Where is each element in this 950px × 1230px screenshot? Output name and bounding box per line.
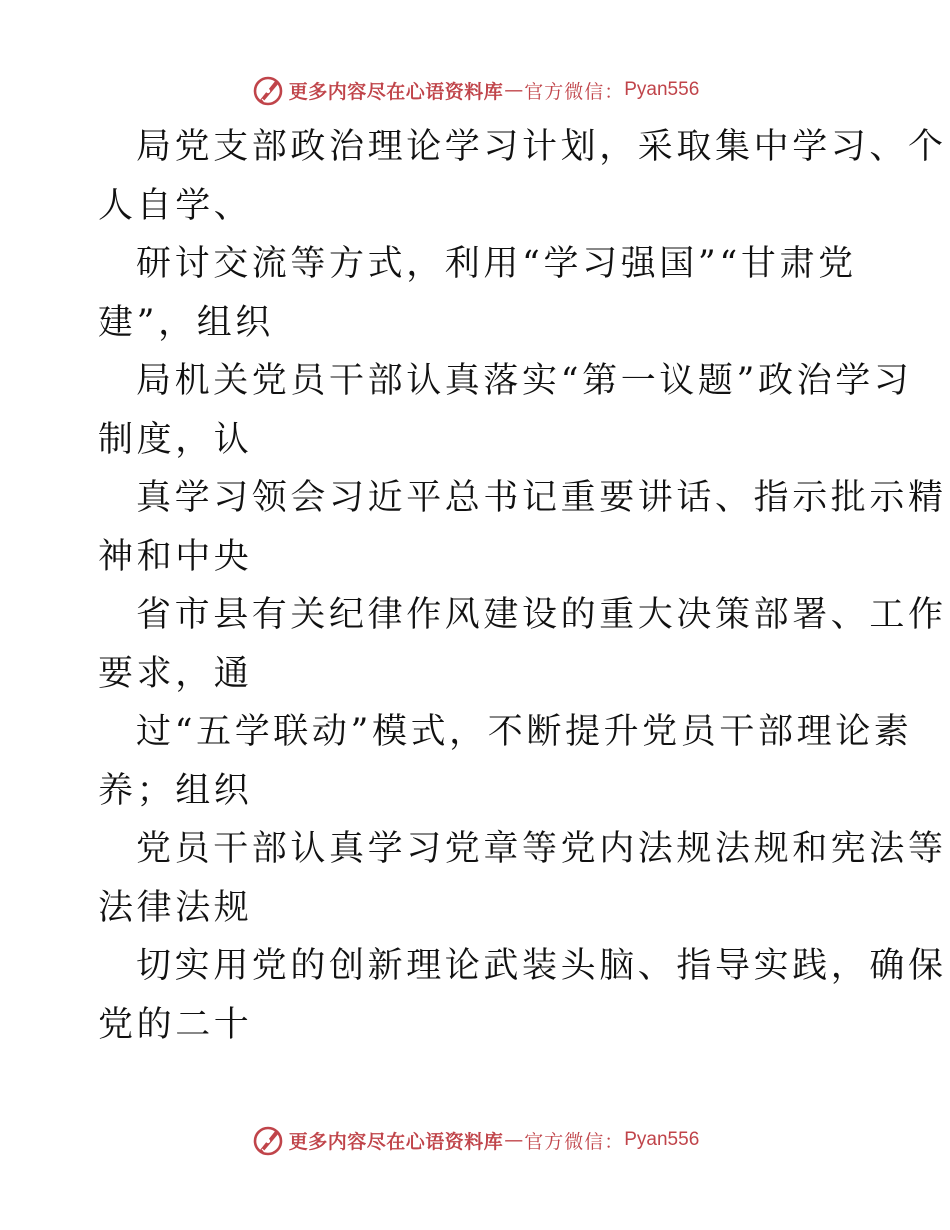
watermark-site-name: 更多内容尽在心语资料库 xyxy=(288,1130,504,1153)
watermark-account: Pyan556 xyxy=(624,1129,700,1150)
document-body xyxy=(98,118,947,1054)
watermark-dash: — xyxy=(504,79,524,101)
paragraph-line: 局党支部政治理论学习计划，采取集中学习、个 xyxy=(136,127,947,167)
paragraph-line: 局机关党员干部认真落实“第一议题”政治学习 xyxy=(136,361,913,401)
paragraph-line: 过“五学联动”模式，不断提升党员干部理论素 xyxy=(136,712,913,752)
paragraph-line: 建”，组织 xyxy=(98,302,274,343)
paragraph-line: 党的二十 xyxy=(98,1004,253,1045)
paragraph-line: 法律法规 xyxy=(98,887,253,928)
quill-pen-logo-icon xyxy=(251,1123,285,1157)
paragraph-line: 人自学、 xyxy=(98,185,253,226)
watermark-account: Pyan556 xyxy=(624,79,700,100)
paragraph-line: 真学习领会习近平总书记重要讲话、指示批示精 xyxy=(136,478,947,518)
paragraph-line: 养；组织 xyxy=(98,770,253,811)
watermark-wechat-label: 官方微信： xyxy=(524,1130,625,1153)
watermark-dash: — xyxy=(504,1129,524,1151)
paragraph-line: 研讨交流等方式，利用“学习强国”“甘肃党 xyxy=(136,244,857,284)
paragraph-line: 省市县有关纪律作风建设的重大决策部署、工作 xyxy=(136,595,947,635)
watermark-site-name: 更多内容尽在心语资料库 xyxy=(288,80,504,103)
paragraph-line: 要求，通 xyxy=(98,653,253,694)
quill-pen-logo-icon xyxy=(251,73,285,107)
paragraph-line: 制度，认 xyxy=(98,419,253,460)
paragraph-line: 神和中央 xyxy=(98,536,253,577)
footer-watermark xyxy=(0,1120,950,1160)
paragraph-line: 党员干部认真学习党章等党内法规法规和宪法等 xyxy=(136,829,947,869)
watermark-wechat-label: 官方微信： xyxy=(524,80,625,103)
paragraph-line: 切实用党的创新理论武装头脑、指导实践，确保 xyxy=(136,946,947,986)
header-watermark xyxy=(0,70,950,110)
